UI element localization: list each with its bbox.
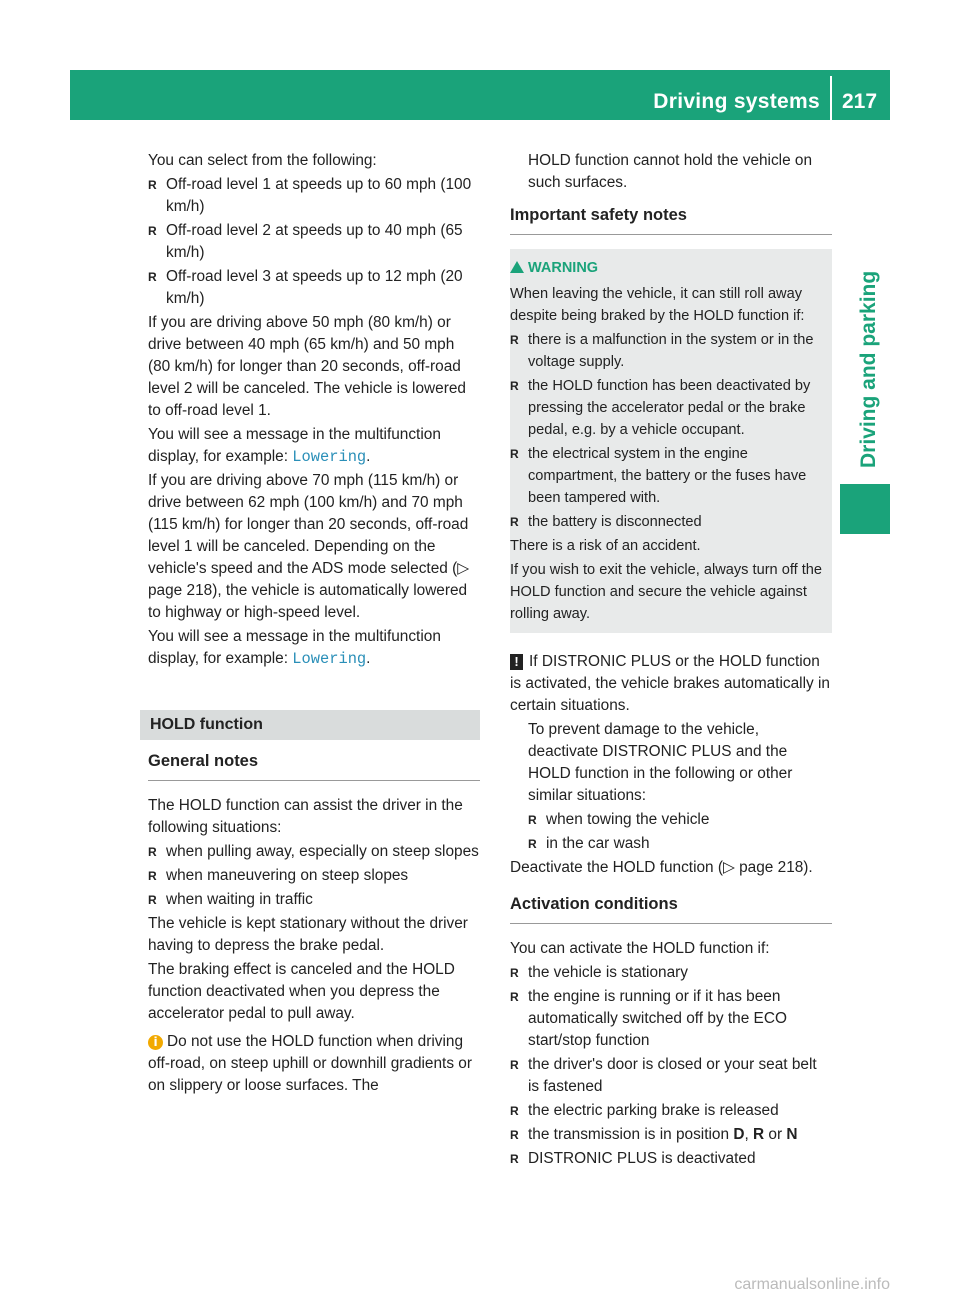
gear-r: R: [753, 1126, 765, 1143]
paragraph: [148, 626, 480, 670]
header-divider: [830, 76, 832, 120]
section-title: Driving systems: [653, 90, 820, 113]
paragraph: When leaving the vehicle, it can still roll away despite being braked by the HOLD function if:: [510, 286, 805, 324]
warning-label: WARNING: [528, 260, 599, 276]
list-item: R there is a malfunction in the system or in the voltage supply.: [510, 329, 832, 373]
list-item: R DISTRONIC PLUS is deactivated: [510, 1148, 832, 1170]
list-item: R the driver's door is closed or your seat belt is fastened: [510, 1054, 832, 1098]
subsection-title: Important safety notes: [510, 204, 832, 235]
list-item: R the vehicle is stationary: [510, 962, 832, 984]
text: You will see a message in the multifunction display, for example:: [148, 628, 441, 667]
section-band: HOLD function: [140, 710, 480, 740]
paragraph: HOLD function cannot hold the vehicle on such surfaces.: [528, 152, 813, 191]
text: You will see a message in the multifunction display, for example:: [148, 426, 441, 465]
subsection-title: General notes: [148, 750, 480, 781]
page-number: 217: [842, 90, 878, 113]
list-item: R the electric parking brake is released: [510, 1100, 832, 1122]
right-column: [510, 150, 832, 1172]
paragraph: If you are driving above 70 mph (115 km/h) or drive between 62 mph (100 km/h) and 70 mph (115 km/h) for longer than 20 seconds, off-road level 1 will be canceled. Depending on the vehicle's speed and the ADS mode selected (▷ page 218), the vehicle is automatically lowered to highway or high-speed level.: [148, 472, 470, 621]
paragraph: To prevent damage to the vehicle, deactivate DISTRONIC PLUS and the HOLD function in the following or other similar situations:: [528, 721, 793, 804]
paragraph: Deactivate the HOLD function (▷ page 218).: [510, 859, 813, 876]
list-item: R Off-road level 3 at speeds up to 12 mph (20 km/h): [148, 266, 480, 310]
paragraph: You can activate the HOLD function if:: [510, 940, 770, 957]
exclamation-icon: !: [510, 654, 523, 670]
footer-watermark: carmanualsonline.info: [734, 1276, 890, 1293]
list-item: R in the car wash: [510, 833, 832, 855]
text: ,: [744, 1126, 753, 1143]
list-item: R the HOLD function has been deactivated by pressing the accelerator pedal or the brake pedal, e.g. by a vehicle occupant.: [510, 375, 832, 441]
list-item: R Off-road level 1 at speeds up to 60 mph (100 km/h): [148, 174, 480, 218]
list-item: R when waiting in traffic: [148, 889, 480, 911]
text: .: [366, 650, 371, 667]
info-note: [148, 1031, 480, 1097]
display-message: Lowering: [292, 650, 367, 668]
note: [510, 651, 832, 717]
side-tab-marker: [840, 484, 890, 534]
intro-text: You can select from the following:: [148, 152, 377, 169]
note-text: If DISTRONIC PLUS or the HOLD function is activated, the vehicle brakes automatically in certain situations.: [510, 653, 830, 714]
warning-box: [510, 249, 832, 633]
text: .: [366, 448, 371, 465]
list-item: R the electrical system in the engine compartment, the battery or the fuses have been tampered with.: [510, 443, 832, 509]
paragraph: The HOLD function can assist the driver in the following situations:: [148, 797, 463, 836]
warning-icon: [510, 261, 524, 273]
list-item: R the battery is disconnected: [510, 511, 832, 533]
text: the transmission is in position: [528, 1126, 734, 1143]
gear-n: N: [786, 1126, 798, 1143]
subsection-title: Activation conditions: [510, 893, 832, 924]
left-column: [148, 150, 480, 1099]
list-item: R when towing the vehicle: [510, 809, 832, 831]
text: or: [764, 1126, 787, 1143]
list-item: R when pulling away, especially on steep slopes: [148, 841, 480, 863]
list-item: [510, 1124, 832, 1146]
list-item: R Off-road level 2 at speeds up to 40 mph (65 km/h): [148, 220, 480, 264]
list-item: R when maneuvering on steep slopes: [148, 865, 480, 887]
paragraph: If you are driving above 50 mph (80 km/h) or drive between 40 mph (65 km/h) and 50 mph (80 km/h) for longer than 20 seconds, off-road level 2 will be canceled. The vehicle is lowered to off-road level 1.: [148, 314, 466, 419]
warning-title: [510, 257, 832, 279]
info-icon: i: [148, 1035, 163, 1050]
header-bar: [70, 70, 890, 120]
paragraph: The braking effect is canceled and the HOLD function deactivated when you depress the accelerator pedal to pull away.: [148, 961, 455, 1022]
paragraph: If you wish to exit the vehicle, always turn off the HOLD function and secure the vehicle against rolling away.: [510, 562, 823, 622]
paragraph: The vehicle is kept stationary without the driver having to depress the brake pedal.: [148, 915, 468, 954]
paragraph: [148, 424, 480, 468]
display-message: Lowering: [292, 448, 367, 466]
list-item: R the engine is running or if it has been automatically switched off by the ECO start/stop function: [510, 986, 832, 1052]
paragraph: There is a risk of an accident.: [510, 538, 701, 554]
side-tab-label: Driving and parking: [857, 270, 880, 468]
info-text: Do not use the HOLD function when driving off-road, on steep uphill or downhill gradients or on slippery or loose surfaces. The: [148, 1033, 472, 1094]
gear-d: D: [733, 1126, 745, 1143]
